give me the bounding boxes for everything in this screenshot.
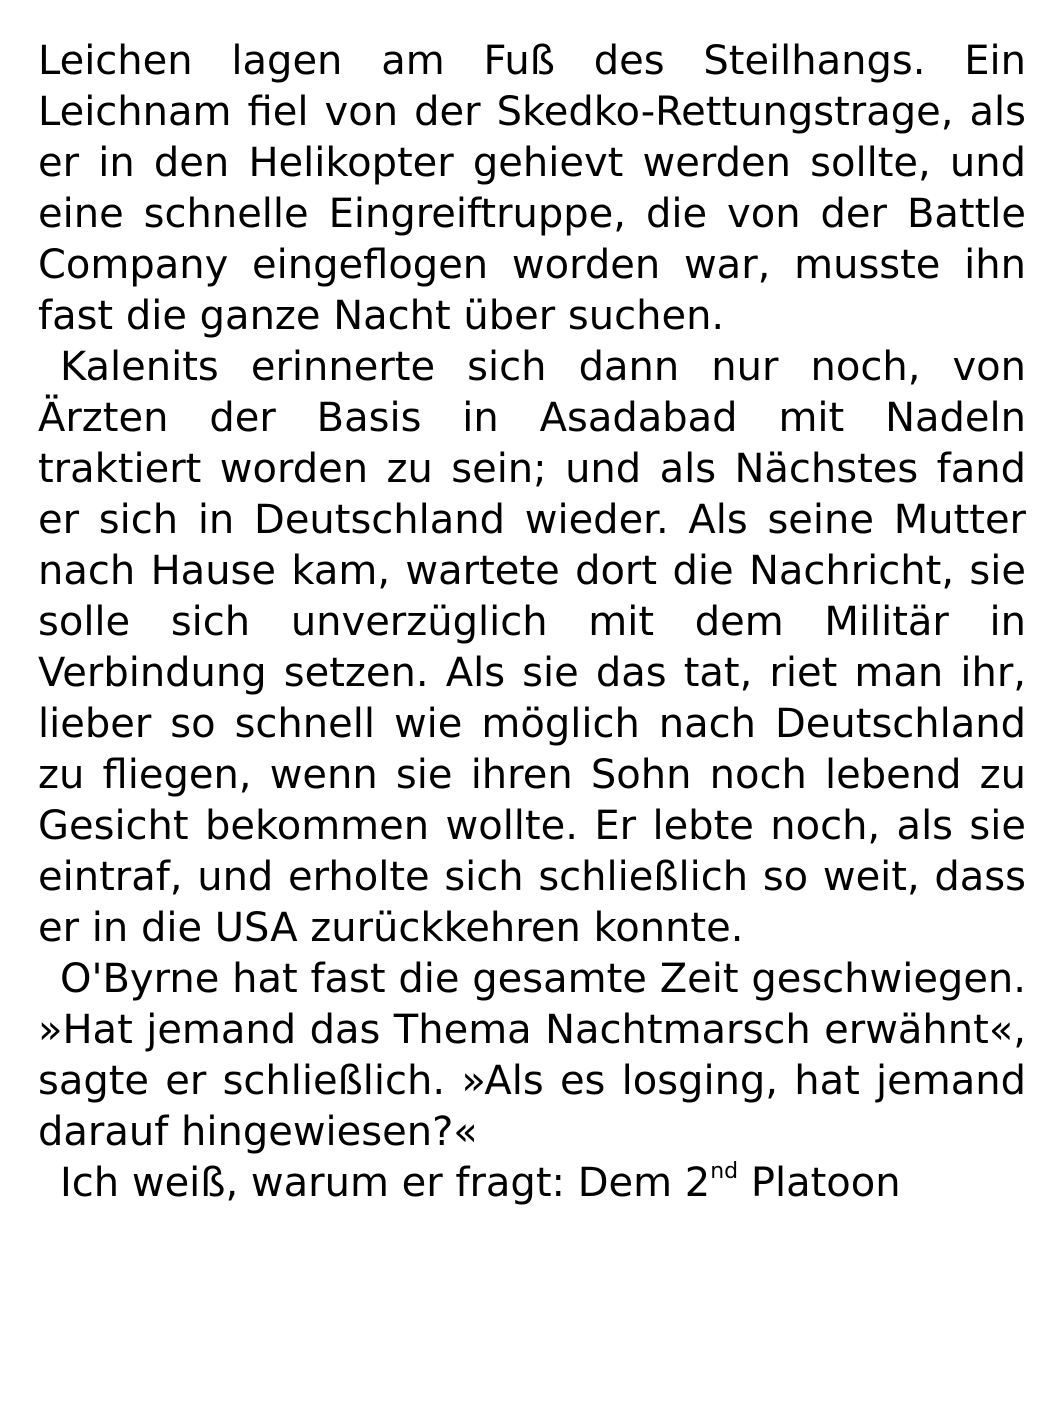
paragraph-4: [38, 1158, 1026, 1209]
paragraph-4-superscript: nd: [710, 1159, 739, 1184]
paragraph-2: Kalenits erinnerte sich dann nur noch, von Ärzten der Basis in Asadabad mit Nadeln traktiert worden zu sein; und als Nächstes fand er sich in Deutschland wieder. Als seine Mutter nach Hause kam, wartete dort die Nachricht, sie solle sich unverzüglich mit dem Militär in Verbindung setzen. Als sie das tat, riet man ihr, lieber so schnell wie möglich nach Deutschland zu fliegen, wenn sie ihren Sohn noch lebend zu Gesicht bekommen wollte. Er lebte noch, als sie eintraf, und erholte sich schließlich so weit, dass er in die USA zurückkehren konnte.: [38, 344, 1026, 951]
paragraph-1: Leichen lagen am Fuß des Steilhangs. Ein Leichnam fiel von der Skedko-Rettungstrage, als er in den Helikopter gehievt werden sollte, und eine schnelle Eingreiftruppe, die von der Battle Company eingeflogen worden war, musste ihn fast die ganze Nacht über suchen.: [38, 38, 1026, 339]
page-text: [38, 36, 1026, 1209]
paragraph-4-text-after: Platoon: [738, 1160, 901, 1206]
paragraph-3: O'Byrne hat fast die gesamte Zeit geschwiegen. »Hat jemand das Thema Nachtmarsch erwähnt«, sagte er schließlich. »Als es losging, hat jemand darauf hingewiesen?«: [38, 956, 1026, 1155]
paragraph-4-text-before: Ich weiß, warum er fragt: Dem 2: [60, 1160, 711, 1206]
